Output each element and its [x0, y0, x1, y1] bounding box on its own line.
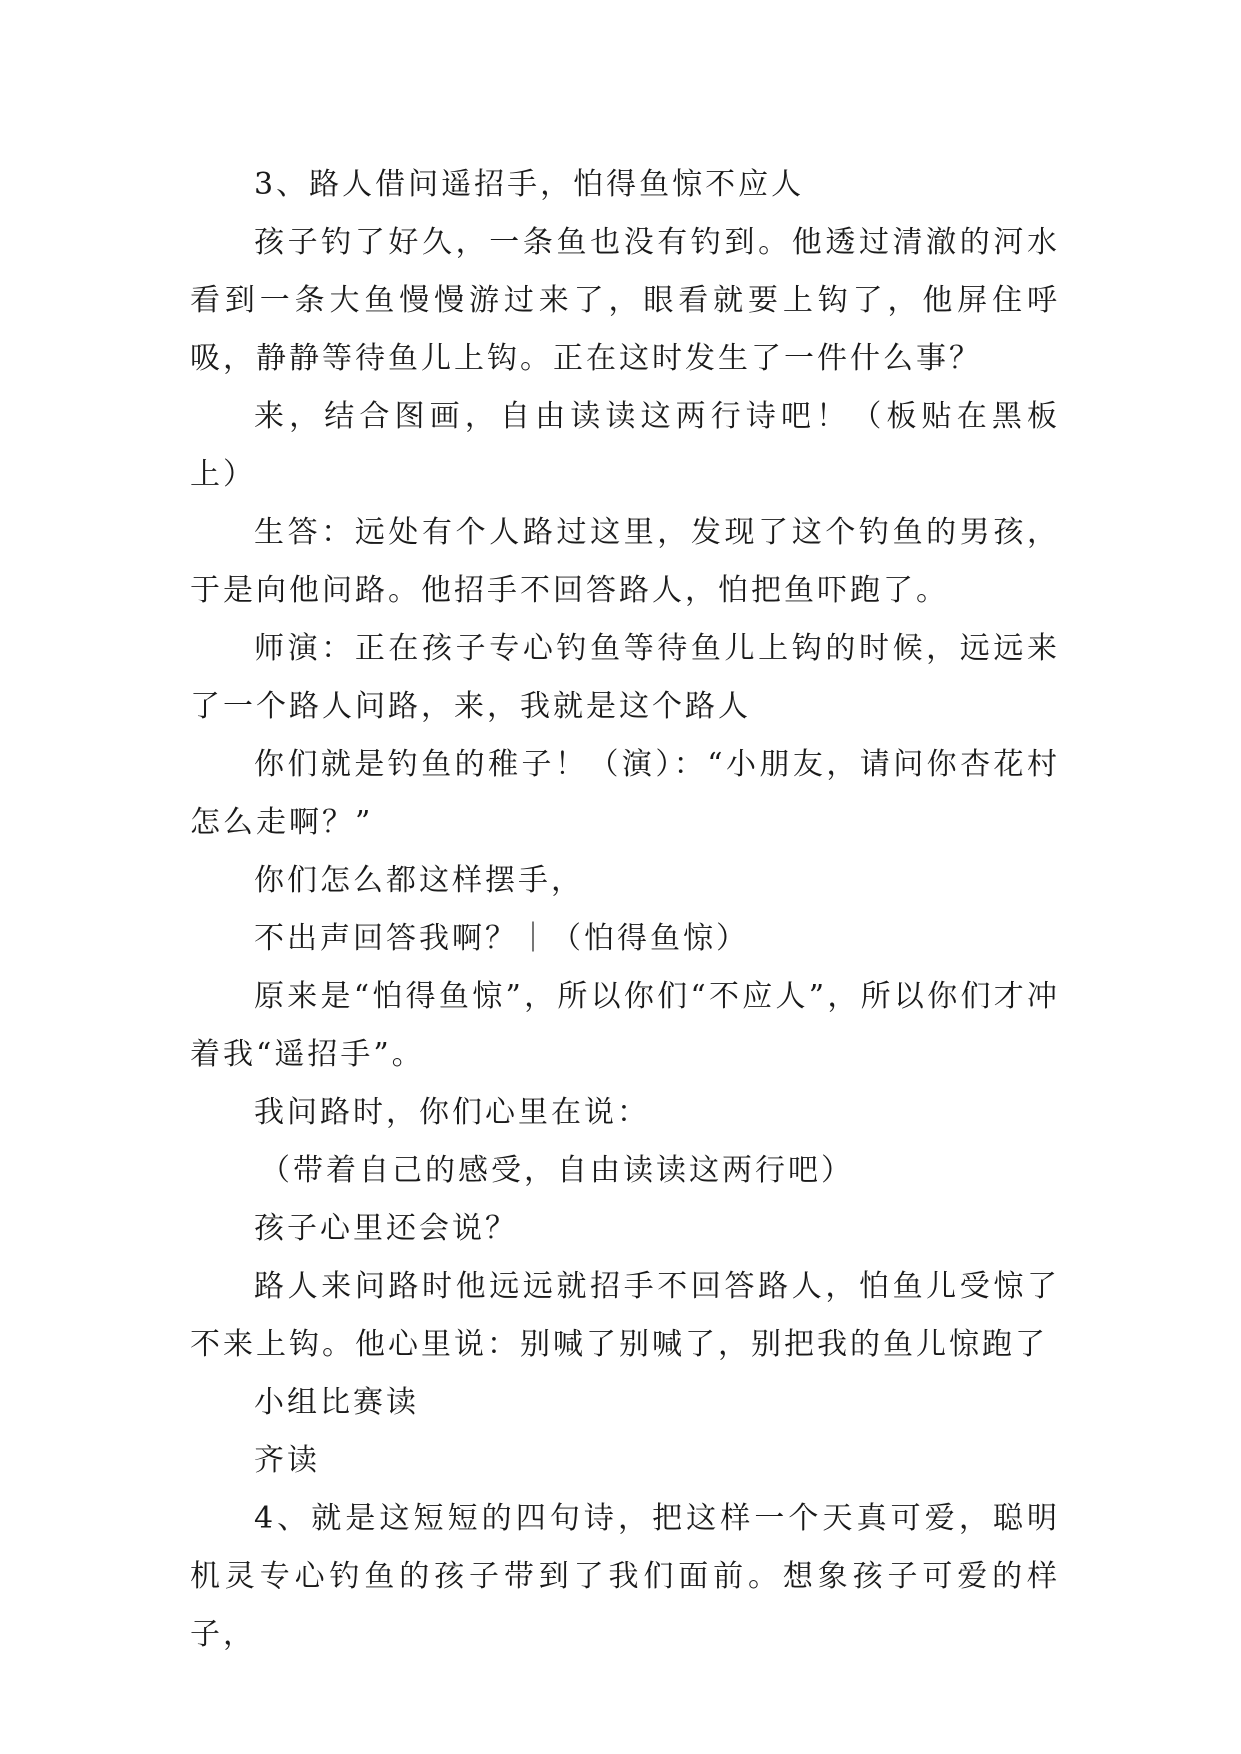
paragraph-heading-3: 3、路人借问遥招手，怕得鱼惊不应人 [254, 167, 805, 202]
paragraph-heading-4: 4、就是这短短的四句诗，把这样一个天真可爱，聪明机灵专心钓鱼的孩子带到了我们面前。想象孩子可爱的样子， [190, 1501, 1060, 1652]
paragraph: 你们就是钓鱼的稚子！（演）：“小朋友，请问你杏花村怎么走啊？” [190, 747, 1060, 840]
paragraph: 我问路时，你们心里在说： [254, 1095, 650, 1130]
paragraph: 你们怎么都这样摆手， [254, 863, 584, 898]
paragraph: 孩子心里还会说？ [254, 1211, 518, 1246]
paragraph: 齐读 [254, 1443, 320, 1478]
paragraph: 原来是“怕得鱼惊”，所以你们“不应人”，所以你们才冲着我“遥招手”。 [190, 979, 1060, 1072]
paragraph: 路人来问路时他远远就招手不回答路人，怕鱼儿受惊了不来上钩。他心里说：别喊了别喊了，别把我的鱼儿惊跑了 [190, 1269, 1060, 1362]
paragraph: 师演：正在孩子专心钓鱼等待鱼儿上钩的时候，远远来了一个路人问路，来，我就是这个路人 [190, 631, 1060, 724]
paragraph: 小组比赛读 [254, 1385, 419, 1420]
paragraph: 来，结合图画，自由读读这两行诗吧！（板贴在黑板上） [190, 399, 1060, 492]
document-page [190, 156, 1060, 1664]
paragraph: 孩子钓了好久，一条鱼也没有钓到。他透过清澈的河水看到一条大鱼慢慢游过来了，眼看就要上钩了，他屏住呼吸，静静等待鱼儿上钩。正在这时发生了一件什么事？ [190, 225, 1060, 376]
paragraph: 生答：远处有个人路过这里，发现了这个钓鱼的男孩，于是向他问路。他招手不回答路人，怕把鱼吓跑了。 [190, 515, 1060, 608]
paragraph: 不出声回答我啊？｜（怕得鱼惊） [254, 921, 749, 956]
paragraph: （带着自己的感受，自由读读这两行吧） [260, 1153, 854, 1188]
